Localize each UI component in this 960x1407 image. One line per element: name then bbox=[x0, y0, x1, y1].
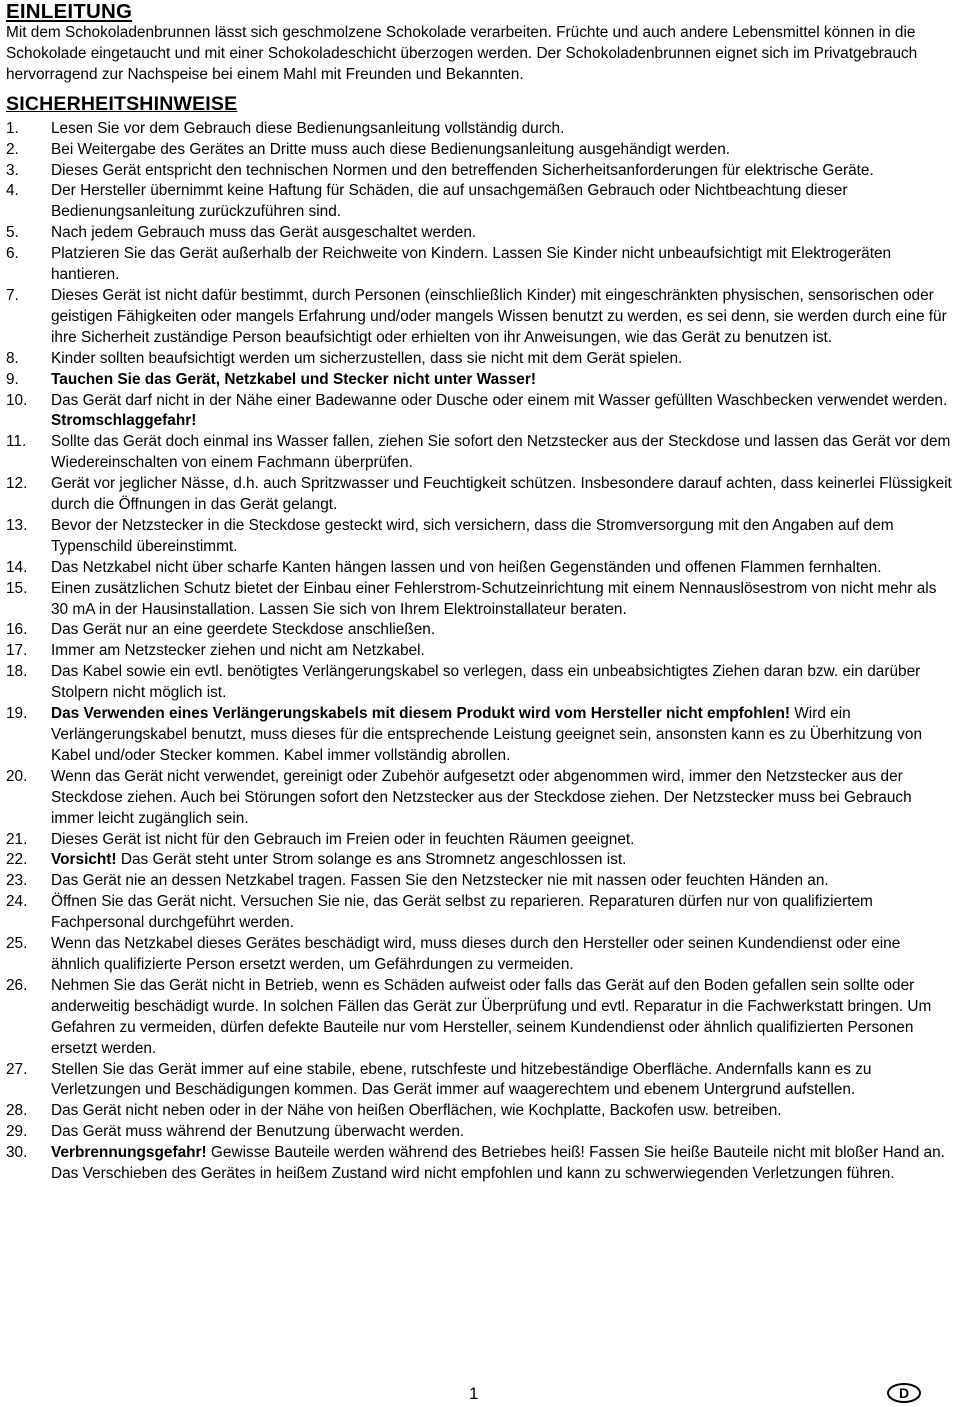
list-item bbox=[6, 1101, 952, 1122]
list-item bbox=[6, 892, 952, 934]
list-item-number: 19. bbox=[6, 705, 28, 723]
list-item-body: Lesen Sie vor dem Gebrauch diese Bedienungsanleitung vollständig durch. bbox=[51, 119, 565, 137]
list-item bbox=[6, 767, 952, 830]
list-item-body: Platzieren Sie das Gerät außerhalb der Reichweite von Kindern. Lassen Sie Kinder nicht unbeaufsichtigt mit Elektrogeräten hantieren. bbox=[51, 245, 892, 284]
list-item bbox=[6, 370, 952, 391]
list-item-number: 29. bbox=[6, 1123, 28, 1141]
page-number: 1 bbox=[469, 1384, 479, 1403]
list-item-number: 20. bbox=[6, 767, 28, 785]
list-item-body: Wird ein Verlängerungskabel benutzt, muss dieses für die entsprechende Leistung geeignet sein, ansonsten kann es zu Überhitzung von Kabel und/oder Stecker kommen. Kabel immer vollständig abrollen. bbox=[51, 705, 922, 764]
list-item-text bbox=[51, 119, 952, 140]
list-item-text bbox=[51, 286, 952, 349]
list-item bbox=[6, 850, 952, 871]
list-item-text bbox=[51, 432, 952, 474]
list-item bbox=[6, 432, 952, 474]
list-item-body: Wenn das Netzkabel dieses Gerätes beschädigt wird, muss dieses durch den Hersteller oder seinen Kundendienst oder eine ähnlich qualifizierte Person ersetzt werden, um Gefährdungen zu vermeiden. bbox=[51, 935, 901, 973]
language-badge: D bbox=[887, 1383, 921, 1403]
list-item-text bbox=[51, 349, 952, 370]
list-item-number: 24. bbox=[6, 893, 28, 911]
list-item bbox=[6, 558, 952, 579]
list-item-text bbox=[51, 1122, 952, 1143]
list-item-number: 3. bbox=[6, 161, 19, 179]
list-item bbox=[6, 1060, 952, 1102]
list-item bbox=[6, 391, 952, 433]
introduction-paragraph: Mit dem Schokoladenbrunnen lässt sich geschmolzene Schokolade verarbeiten. Früchte und auch andere Lebensmittel können in die Schokolade eingetaucht und mit einer Schokoladeschicht überzogen werden. Der Schokoladenbrunnen eignet sich im Privatgebrauch hervorragend zur Nachspeise bei einem Mahl mit Freunden und Bekannten. bbox=[6, 24, 918, 83]
list-item bbox=[6, 1143, 952, 1185]
list-item-body: Stellen Sie das Gerät immer auf eine stabile, ebene, rutschfeste und hitzebeständige Oberfläche. Andernfalls kann es zu Verletzungen und Beschädigungen kommen. Das Gerät immer auf waagerechtem und ebenem Untergrund aufstellen. bbox=[51, 1060, 872, 1099]
list-item-text bbox=[51, 140, 952, 161]
list-item bbox=[6, 140, 952, 161]
list-item bbox=[6, 181, 952, 223]
list-item bbox=[6, 223, 952, 244]
list-item bbox=[6, 620, 952, 641]
list-item-body: Öffnen Sie das Gerät nicht. Versuchen Sie nie, das Gerät selbst zu reparieren. Reparaturen dürfen nur von qualifiziertem Fachpersonal durchgeführt werden. bbox=[51, 893, 873, 932]
list-item bbox=[6, 830, 952, 851]
list-item-number: 6. bbox=[6, 245, 19, 263]
list-item bbox=[6, 161, 952, 182]
list-item-text bbox=[51, 704, 952, 767]
list-item bbox=[6, 579, 952, 621]
list-item-number: 16. bbox=[6, 621, 28, 639]
list-item-body: Dieses Gerät ist nicht für den Gebrauch im Freien oder in feuchten Räumen geeignet. bbox=[51, 830, 635, 848]
list-item-body: Das Gerät darf nicht in der Nähe einer Badewanne oder Dusche oder einem mit Wasser gefüllten Waschbecken verwendet werden. bbox=[51, 391, 948, 409]
list-item-number: 11. bbox=[6, 433, 27, 451]
list-item-body: Nach jedem Gebrauch muss das Gerät ausgeschaltet werden. bbox=[51, 224, 477, 242]
list-item-text bbox=[51, 223, 952, 244]
list-item-body: Bei Weitergabe des Gerätes an Dritte muss auch diese Bedienungsanleitung ausgehändigt werden. bbox=[51, 140, 731, 158]
list-item-text bbox=[51, 244, 952, 286]
list-item-body: Sollte das Gerät doch einmal ins Wasser fallen, ziehen Sie sofort den Netzstecker aus der Steckdose und lassen das Gerät vor dem Wiedereinschalten von einem Fachmann überprüfen. bbox=[51, 433, 951, 472]
list-item-emphasis: Vorsicht! bbox=[51, 851, 117, 869]
list-item-body: Das Gerät muss während der Benutzung überwacht werden. bbox=[51, 1123, 465, 1141]
list-item-body: Nehmen Sie das Gerät nicht in Betrieb, wenn es Schäden aufweist oder falls das Gerät auf den Boden gefallen sein sollte oder anderweitig beschädigt wurde. In solchen Fällen das Gerät zur Überprüfung und evtl. Reparatur in die Fachwerkstatt bringen. Um Gefahren zu vermeiden, dürfen defekte Bauteile nur vom Hersteller, seinem Kundendienst oder ähnlich qualifizierten Personen ersetzt werden. bbox=[51, 976, 932, 1057]
list-item-number: 10. bbox=[6, 391, 28, 409]
list-item bbox=[6, 1122, 952, 1143]
list-item bbox=[6, 286, 952, 349]
list-item-text bbox=[51, 1101, 952, 1122]
list-item-body: Kinder sollten beaufsichtigt werden um sicherzustellen, dass sie nicht mit dem Gerät spielen. bbox=[51, 349, 683, 367]
list-item bbox=[6, 934, 952, 976]
list-item-number: 7. bbox=[6, 286, 19, 304]
list-item-emphasis: Das Verwenden eines Verlängerungskabels mit diesem Produkt wird vom Hersteller nicht empfohlen! bbox=[51, 705, 790, 723]
list-item-body: Der Hersteller übernimmt keine Haftung für Schäden, die auf unsachgemäßen Gebrauch oder Nichtbeachtung dieser Bedienungsanleitung zurückzuführen sind. bbox=[51, 182, 848, 221]
list-item bbox=[6, 119, 952, 140]
list-item-number: 5. bbox=[6, 224, 19, 242]
list-item-emphasis: Tauchen Sie das Gerät, Netzkabel und Stecker nicht unter Wasser! bbox=[51, 370, 536, 388]
list-item-body: Gerät vor jeglicher Nässe, d.h. auch Spritzwasser und Feuchtigkeit schützen. Insbesondere darauf achten, dass keinerlei Flüssigkeit durch die Öffnungen in das Gerät gelangt. bbox=[51, 475, 952, 514]
list-item-text bbox=[51, 516, 952, 558]
list-item-text bbox=[51, 161, 952, 182]
list-item bbox=[6, 704, 952, 767]
list-item bbox=[6, 244, 952, 286]
list-item-text bbox=[51, 391, 952, 433]
list-item bbox=[6, 516, 952, 558]
list-item-number: 23. bbox=[6, 872, 28, 890]
list-item-text bbox=[51, 934, 952, 976]
document-page bbox=[6, 0, 952, 1185]
list-item-body: Dieses Gerät ist nicht dafür bestimmt, durch Personen (einschließlich Kinder) mit eingeschränkten physischen, sensorischen oder geistigen Fähigkeiten oder mangels Erfahrung und/oder mangels Wissen benutzt zu werden, es sei denn, sie werden durch eine für ihre Sicherheit zuständige Person beaufsichtigt oder erhielten von ihr Anweisungen, wie das Gerät zu benutzen ist. bbox=[51, 286, 947, 346]
list-item-body: Dieses Gerät entspricht den technischen Normen und den betreffenden Sicherheitsanforderungen für elektrische Geräte. bbox=[51, 161, 874, 179]
list-item-number: 1. bbox=[6, 119, 19, 137]
list-item-number: 9. bbox=[6, 370, 19, 388]
list-item-body: Das Gerät nicht neben oder in der Nähe von heißen Oberflächen, wie Kochplatte, Backofen usw. betreiben. bbox=[51, 1102, 782, 1120]
list-item-text bbox=[51, 850, 952, 871]
list-item bbox=[6, 662, 952, 704]
safety-instructions-list bbox=[6, 119, 952, 1185]
list-item-text bbox=[51, 641, 952, 662]
list-item-body: Bevor der Netzstecker in die Steckdose gesteckt wird, sich versichern, dass die Stromversorgung mit den Angaben auf dem Typenschild übereinstimmt. bbox=[51, 516, 894, 555]
list-item-body: Das Netzkabel nicht über scharfe Kanten hängen lassen und von heißen Gegenständen und offenen Flammen fernhalten. bbox=[51, 558, 882, 576]
list-item bbox=[6, 474, 952, 516]
list-item-text bbox=[51, 181, 952, 223]
list-item-number: 30. bbox=[6, 1144, 28, 1162]
list-item-text bbox=[51, 871, 952, 892]
list-item-body: Einen zusätzlichen Schutz bietet der Einbau einer Fehlerstrom-Schutzeinrichtung mit einem Nennauslösestrom von nicht mehr als 30 mA in der Hausinstallation. Lassen Sie sich von Ihrem Elektroinstallateur beraten. bbox=[51, 579, 937, 618]
list-item-text bbox=[51, 767, 952, 830]
list-item-number: 22. bbox=[6, 851, 28, 869]
list-item-text bbox=[51, 662, 952, 704]
list-item-warning: Stromschlaggefahr! bbox=[51, 412, 197, 430]
list-item-number: 12. bbox=[6, 475, 28, 493]
list-item-number: 28. bbox=[6, 1102, 28, 1120]
list-item-number: 17. bbox=[6, 642, 28, 660]
list-item-body: Das Gerät nur an eine geerdete Steckdose anschließen. bbox=[51, 621, 436, 639]
list-item-text bbox=[51, 976, 952, 1060]
list-item-number: 8. bbox=[6, 349, 19, 367]
list-item-body: Das Gerät nie an dessen Netzkabel tragen. Fassen Sie den Netzstecker nie mit nassen oder feuchten Händen an. bbox=[51, 872, 829, 890]
list-item-body: Immer am Netzstecker ziehen und nicht am Netzkabel. bbox=[51, 642, 425, 660]
list-item-number: 2. bbox=[6, 140, 19, 158]
list-item-body: Wenn das Gerät nicht verwendet, gereinigt oder Zubehör aufgesetzt oder abgenommen wird, immer den Netzstecker aus der Steckdose ziehen. Auch bei Störungen sofort den Netzstecker aus der Steckdose ziehen. Der Netzstecker muss bei Gebrauch immer leicht zugänglich sein. bbox=[51, 767, 912, 827]
list-item-text bbox=[51, 892, 952, 934]
list-item-text bbox=[51, 1060, 952, 1102]
list-item-number: 13. bbox=[6, 516, 28, 534]
list-item bbox=[6, 976, 952, 1060]
list-item-emphasis: Verbrennungsgefahr! bbox=[51, 1144, 207, 1162]
list-item-number: 15. bbox=[6, 579, 28, 597]
list-item-number: 26. bbox=[6, 976, 28, 994]
list-item-body: Das Kabel sowie ein evtl. benötigtes Verlängerungskabel so verlegen, dass ein unbeabsichtigtes Ziehen daran bzw. ein darüber Stolpern nicht möglich ist. bbox=[51, 663, 921, 702]
list-item bbox=[6, 871, 952, 892]
list-item-body: Gewisse Bauteile werden während des Betriebes heiß! Fassen Sie heiße Bauteile nicht mit bloßer Hand an. Das Verschieben des Gerätes in heißem Zustand wird nicht empfohlen und kann zu schwerwiegenden Verletzungen führen. bbox=[51, 1144, 945, 1183]
list-item-text bbox=[51, 830, 952, 851]
list-item-text bbox=[51, 579, 952, 621]
list-item-body: Das Gerät steht unter Strom solange es ans Stromnetz angeschlossen ist. bbox=[116, 851, 627, 869]
list-item bbox=[6, 349, 952, 370]
section-heading-introduction: EINLEITUNG bbox=[6, 0, 133, 23]
list-item-text bbox=[51, 1143, 952, 1185]
list-item-text bbox=[51, 474, 952, 516]
list-item-number: 4. bbox=[6, 182, 19, 200]
list-item-number: 21. bbox=[6, 830, 28, 848]
section-heading-safety: SICHERHEITSHINWEISE bbox=[6, 92, 238, 115]
list-item-number: 14. bbox=[6, 558, 28, 576]
list-item-number: 25. bbox=[6, 935, 28, 953]
list-item bbox=[6, 641, 952, 662]
list-item-number: 27. bbox=[6, 1060, 28, 1078]
list-item-text bbox=[51, 370, 952, 391]
list-item-text bbox=[51, 558, 952, 579]
list-item-number: 18. bbox=[6, 663, 28, 681]
list-item-text bbox=[51, 620, 952, 641]
